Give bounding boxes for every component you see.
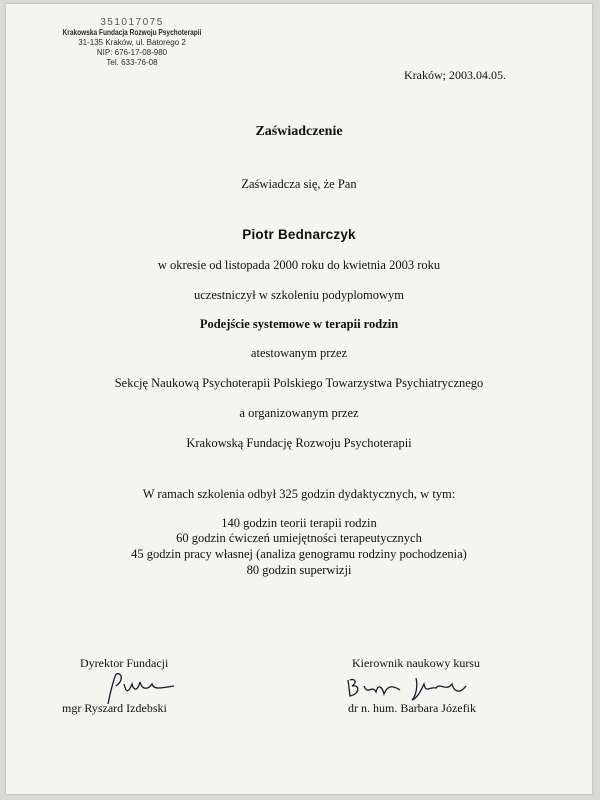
attesting-section: Sekcję Naukową Psychoterapii Polskiego Towarzystwa Psychiatrycznego (114, 376, 484, 390)
left-signatory-role: Dyrektor Fundacji (80, 656, 169, 670)
course-name: Podejście systemowe w terapii rodzin (199, 317, 399, 331)
issue-date: Kraków; 2003.04.05. (404, 68, 506, 82)
document-title: Zaświadczenie (255, 124, 343, 139)
certificate-page (6, 4, 592, 794)
intro-text: Zaświadcza się, że Pan (241, 177, 357, 191)
stamp-phone: Tel. 633-76-08 (106, 58, 158, 67)
person-name: Piotr Bednarczyk (242, 227, 356, 242)
hours-item: 80 godzin superwizji (246, 563, 352, 577)
right-signatory-name: dr n. hum. Barbara Józefik (348, 701, 476, 715)
participation-text: uczestniczył w szkoleniu podyplomowym (193, 288, 405, 302)
attested-text: atestowanym przez (250, 346, 348, 360)
foundation-name: Krakowską Fundację Rozwoju Psychoterapii (186, 436, 412, 450)
hours-item: 45 godzin pracy własnej (analiza genogramu rodziny pochodzenia) (131, 547, 467, 561)
stamp-address: 31-135 Kraków, ul. Batorego 2 (78, 38, 186, 47)
organized-text: a organizowanym przez (239, 406, 359, 420)
left-signatory-name: mgr Ryszard Izdebski (62, 701, 167, 715)
stamp-number: 351017075 (100, 17, 164, 28)
right-signatory-role: Kierownik naukowy kursu (352, 656, 480, 670)
stamp-nip: NIP: 676-17-08-980 (96, 48, 168, 57)
stamp-organization: Krakowska Fundacja Rozwoju Psychoterapii (62, 28, 202, 37)
hours-summary: W ramach szkolenia odbył 325 godzin dydaktycznych, w tym: (142, 487, 456, 501)
period-text: w okresie od listopada 2000 roku do kwietnia 2003 roku (157, 258, 441, 272)
organization-stamp (42, 18, 222, 68)
hours-item: 140 godzin teorii terapii rodzin (221, 516, 377, 530)
hours-item: 60 godzin ćwiczeń umiejętności terapeutycznych (176, 531, 422, 545)
